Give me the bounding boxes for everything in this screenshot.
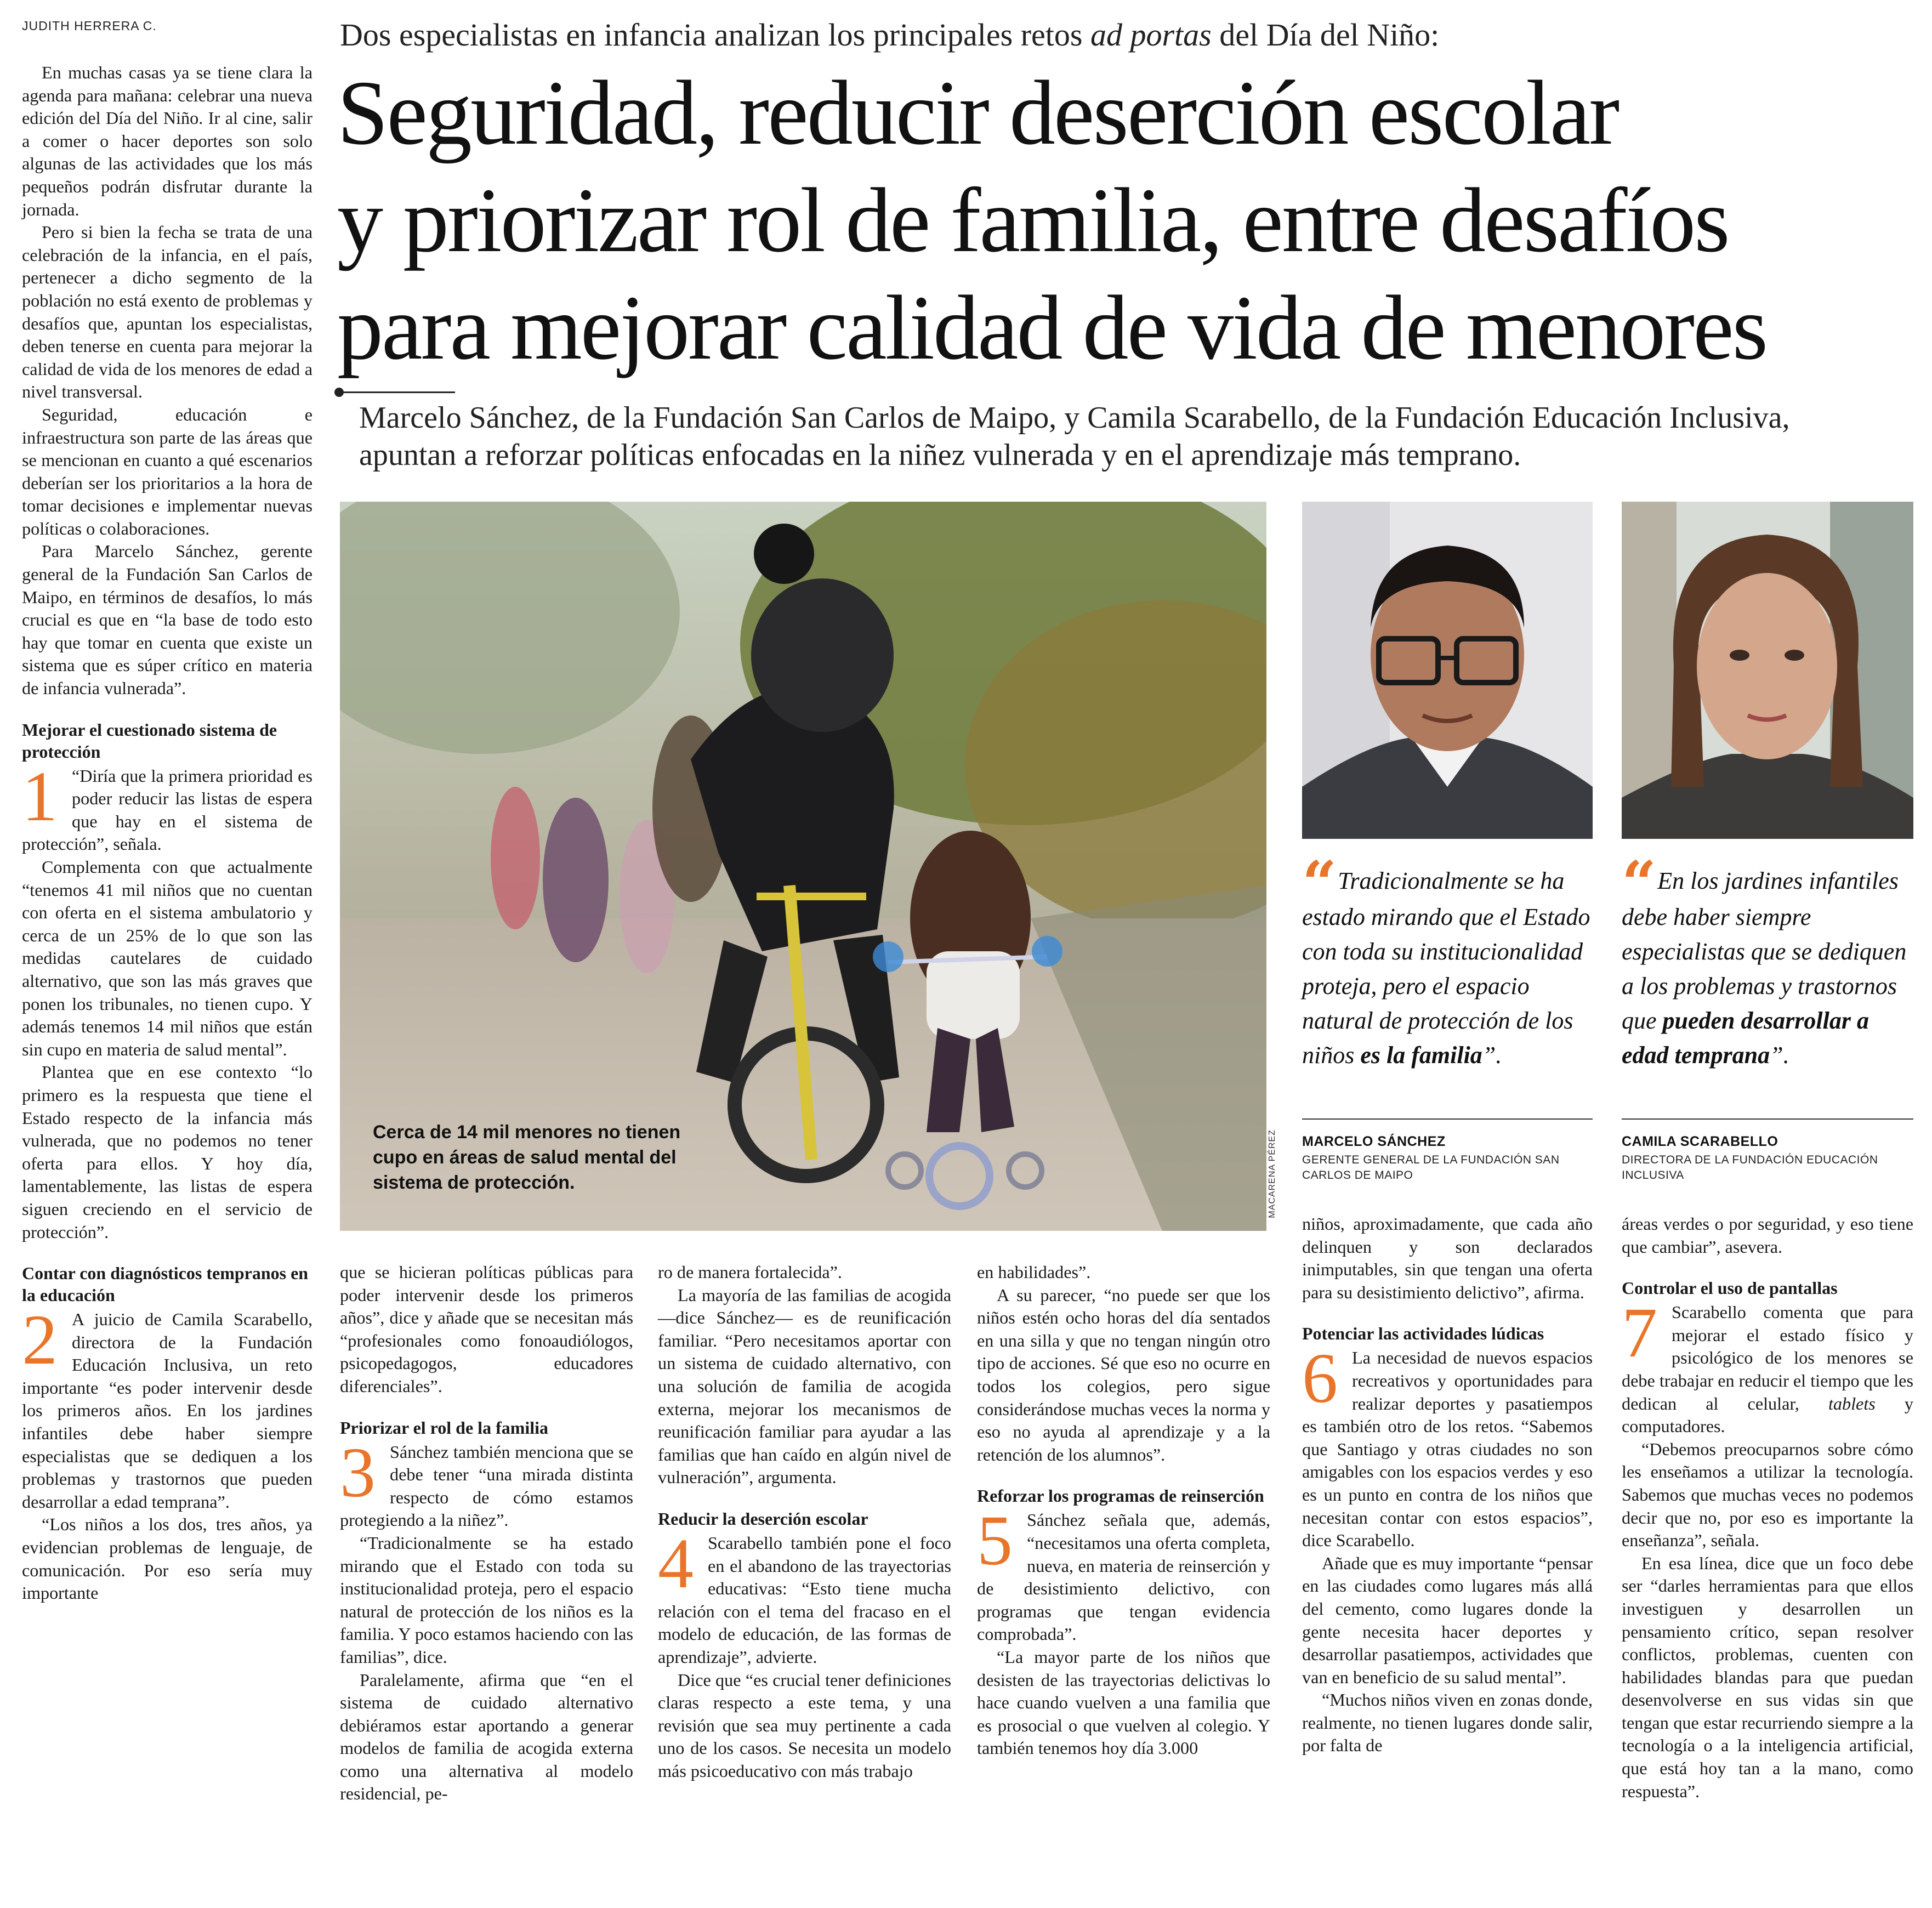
- quote-mark-icon: “: [1622, 848, 1652, 918]
- quote-1-rule: [1302, 1118, 1593, 1120]
- photo-credit: MACARENA PÉREZ: [1268, 1129, 1277, 1218]
- quote-1-role: GERENTE GENERAL DE LA FUNDACIÓN SAN CARLOS DE MAIPO: [1302, 1154, 1560, 1182]
- paragraph: Para Marcelo Sánchez, gerente general de la Fundación San Carlos de Maipo, en términos de desafíos, lo más crucial es que en “la base de todo esto hay que tomar en cuenta que existe un sistema que es súper crítico en materia de infancia vulnerada”.: [22, 541, 312, 699]
- portrait-marcelo-sanchez: [1302, 502, 1593, 839]
- column-1: [22, 61, 312, 1605]
- paragraph: niños, aproximadamente, que cada año delinquen y son declarados inimputables, sin que tengan una oferta para su desistimiento delictivo”, afirma.: [1302, 1214, 1593, 1302]
- paragraph: Añade que es muy importante “pensar en las ciudades como lugares más allá del cemento, como lugares donde la gente necesita hacer deportes y desarrollar pasatiempos, actividades que van en beneficio de su salud mental”.: [1302, 1553, 1593, 1687]
- paragraph: 6 La necesidad de nuevos espacios recreativos y oportunidades para realizar deportes y pasatiempos es también otro de los retos. “Sabemos que Santiago y otras ciudades no son amigables con los espacios verdes y eso es un punto en contra de los niños que necesitan contar con estos espacios”, dice Scarabello.: [1302, 1339, 1593, 1551]
- paragraph: Dice que “es crucial tener definiciones claras respecto a este tema, y una revisión que sea muy pertinente a cada uno de los casos. Se necesita un modelo más psicoeducativo con más trabajo: [658, 1670, 951, 1781]
- section-number: 7: [1622, 1293, 1657, 1373]
- paragraph: Paralelamente, afirma que “en el sistema de cuidado alternativo debiéramos estar aportando a generar modelos de familia de acogida externa como una alternativa al modelo residencial, pe-: [340, 1670, 633, 1804]
- subheading: Reforzar los programas de reinserción: [977, 1486, 1264, 1506]
- paragraph: 3 Sánchez también menciona que se debe tener “una mirada distinta respecto de cómo estamos protegiendo a la niñez”.: [340, 1433, 633, 1530]
- paragraph: En esa línea, dice que un foco debe ser “darles herramientas para que ellos investiguen y desarrollen un pensamiento crítico, sepan resolver conflictos, problemas, cuenten con habilidades blandas para que puedan desenvolverse en sus vidas sin que tengan que estar recurriendo siempre a la tecnología o a la inteligencia artificial, que está hoy tan a la mano, como respuesta”.: [1622, 1553, 1913, 1801]
- photo-caption: Cerca de 14 mil menores no tienen cupo en áreas de salud mental del sistema de protección.: [373, 1122, 681, 1193]
- paragraph: “Los niños a los dos, tres años, ya evidencian problemas de lenguaje, de comunicación. Por eso sería muy importante: [22, 1514, 312, 1603]
- pull-quote-2: “ En los jardines infantiles debe haber siempre especialistas que se dediquen a los problemas y trastornos que pueden desarrollar a edad temprana”.: [1622, 848, 1907, 1069]
- paragraph: En muchas casas ya se tiene clara la agenda para mañana: celebrar una nueva edición del Día del Niño. Ir al cine, salir a comer o hacer deportes son solo algunas de las actividades que los más pequeños podrán disfrutar durante la jornada.: [22, 63, 312, 219]
- paragraph: Seguridad, educación e infraestructura son parte de las áreas que se mencionan en cuanto a qué escenarios deberían ser los prioritarios a la hora de tomar decisiones e implementar nuevas políticas o colaboraciones.: [22, 404, 312, 538]
- column-4: [977, 1261, 1270, 1760]
- paragraph: “Debemos preocuparnos sobre cómo les enseñamos a utilizar la tecnología. Sabemos que muchas veces no podemos decir que no, por eso es importante la enseñanza”, señala.: [1622, 1439, 1913, 1551]
- paragraph: 4 Scarabello también pone el foco en el abandono de las trayectorias educativas: “Esto tiene mucha relación con el tema del fracaso en el modelo de educación, de las formas de aprendizaje”, advierte.: [658, 1524, 951, 1667]
- paragraph: “La mayor parte de los niños que desisten de las trayectorias delictivas lo hace cuando vuelven a una familia que es prosocial o que vuelven al colegio. Y también tenemos hoy día 3.000: [977, 1646, 1270, 1758]
- headline-line-3: para mejorar calidad de vida de menores: [337, 277, 1767, 379]
- paragraph: 1 “Diría que la primera prioridad es poder reducir las listas de espera que hay en el sistema de protección”, señala.: [22, 757, 312, 854]
- kicker-italic: ad portas: [1090, 17, 1212, 53]
- paragraph: 5 Sánchez señala que, además, “necesitamos una oferta completa, nueva, en materia de reinserción y de desistimiento delictivo, con programas que tengan evidencia comprobada”.: [977, 1501, 1270, 1644]
- subheading: Controlar el uso de pantallas: [1622, 1278, 1838, 1298]
- quote-1-name: MARCELO SÁNCHEZ: [1302, 1134, 1446, 1149]
- paragraph: que se hicieran políticas públicas para poder intervenir desde los primeros años”, dice y añade que se necesitan más “profesionales como fonoaudiólogos, psicopedagogos, educadores diferenciales”.: [340, 1262, 633, 1396]
- pull-quote-1: “ Tradicionalmente se ha estado mirando que el Estado con toda su institucionalidad proteja, pero el espacio natural de protección de los niños es la familia”.: [1302, 848, 1590, 1069]
- column-3: [658, 1261, 951, 1782]
- paragraph: La mayoría de las familias de acogida —dice Sánchez— es de reunificación familiar. “Pero necesitamos aportar con un sistema de cuidado alternativo, con una solución de familia de acogida externa, mejorar los mecanismos de reunificación familiar para ayudar a las familias que han caído en algún nivel de vulneración”, argumenta.: [658, 1285, 951, 1487]
- section-number: 2: [22, 1301, 58, 1380]
- section-number: 5: [977, 1501, 1013, 1581]
- paragraph: 2 A juicio de Camila Scarabello, directora de la Fundación Educación Inclusiva, un reto importante “es poder intervenir desde los primeros años. En los jardines infantiles debe haber siempre especialistas que se dediquen a los problemas y trastornos que pueden desarrollar a edad temprana”.: [22, 1301, 312, 1512]
- subheading: Reducir la deserción escolar: [658, 1508, 868, 1529]
- paragraph: 7 Scarabello comenta que para mejorar el estado físico y psicológico de los menores se debe trabajar en reducir el tiempo que les dedican al celular, tablets y computadores.: [1622, 1293, 1913, 1436]
- quote-mark-icon: “: [1302, 848, 1333, 918]
- paragraph: A su parecer, “no puede ser que los niños estén ocho horas del día sentados en una silla y que no tengan ningún otro tipo de acciones. Sé que eso no ocurre en todos los colegios, pero sigue considerándose muchas veces la norma y eso no ayuda al aprendizaje y a la retención de los alumnos”.: [977, 1285, 1270, 1464]
- section-number: 3: [340, 1433, 376, 1512]
- quote-2-rule: [1622, 1118, 1913, 1120]
- paragraph: áreas verdes o por seguridad, y eso tiene que cambiar”, asevera.: [1622, 1214, 1913, 1257]
- headline: [337, 59, 1916, 382]
- subheading: Mejorar el cuestionado sistema de protección: [22, 719, 277, 762]
- quote-2-name: CAMILA SCARABELLO: [1622, 1134, 1778, 1149]
- section-number: 4: [658, 1524, 694, 1603]
- paragraph: “Tradicionalmente se ha estado mirando que el Estado con toda su institucionalidad proteja, pero el espacio natural de protección de los niños es la familia. Y poco estamos haciendo con las familias”, dice.: [340, 1532, 633, 1667]
- paragraph: Complementa con que actualmente “tenemos 41 mil niños que no cuentan con oferta en el sistema ambulatorio y cerca de un 25% de lo que son las medidas cautelares de cuidado alternativo, que son las más graves que ponen los tribunales, no tienen cupo. Y además tenemos 14 mil niños que están sin cupo en materia de salud mental”.: [22, 857, 312, 1059]
- paragraph: Pero si bien la fecha se trata de una celebración de la infancia, en el país, pertenecer a dicho segmento de la población no está exento de problemas y desafíos que, apuntan los especialistas, deben tenerse en cuenta para mejorar la calidad de vida de los menores de edad a nivel transversal.: [22, 222, 312, 402]
- subheading: Contar con diagnósticos tempranos en la educación: [22, 1263, 309, 1305]
- paragraph: Plantea que en ese contexto “lo primero es la respuesta que tiene el Estado respecto de la infancia más vulnerada, que no podemos no tener oferta para ellos. Y hoy día, lamentablemente, las listas de espera siguen creciendo en el servicio de protección”.: [22, 1062, 312, 1242]
- column-6: [1622, 1213, 1913, 1803]
- paragraph: ro de manera fortalecida”.: [658, 1262, 842, 1282]
- paragraph: en habilidades”.: [977, 1262, 1091, 1282]
- paragraph: “Muchos niños viven en zonas donde, realmente, no tienen lugares donde salir, por falta de: [1302, 1690, 1593, 1756]
- byline: JUDITH HERRERA C.: [22, 19, 157, 33]
- kicker: Dos especialistas en infancia analizan los principales retos ad portas del Día del Niño:: [340, 17, 1440, 53]
- section-number: 6: [1302, 1339, 1338, 1418]
- subheading: Potenciar las actividades lúdicas: [1302, 1324, 1544, 1344]
- deck: Marcelo Sánchez, de la Fundación San Carlos de Maipo, y Camila Scarabello, de la Fundación Educación Inclusiva, apuntan a reforzar políticas enfocadas en la niñez vulnerada y en el aprendizaje más temprano.: [359, 401, 1790, 472]
- portrait-camila-scarabello: [1622, 502, 1913, 839]
- section-number: 1: [22, 757, 58, 836]
- column-5: [1302, 1213, 1593, 1757]
- headline-line-1: Seguridad, reducir deserción escolar: [337, 62, 1618, 164]
- headline-line-2: y priorizar rol de familia, entre desafíos: [337, 169, 1729, 271]
- subheading: Priorizar el rol de la familia: [340, 1417, 549, 1438]
- column-2: [340, 1261, 633, 1805]
- headline-rule: [340, 391, 455, 393]
- quote-2-role: DIRECTORA DE LA FUNDACIÓN EDUCACIÓN INCLUSIVA: [1622, 1154, 1878, 1182]
